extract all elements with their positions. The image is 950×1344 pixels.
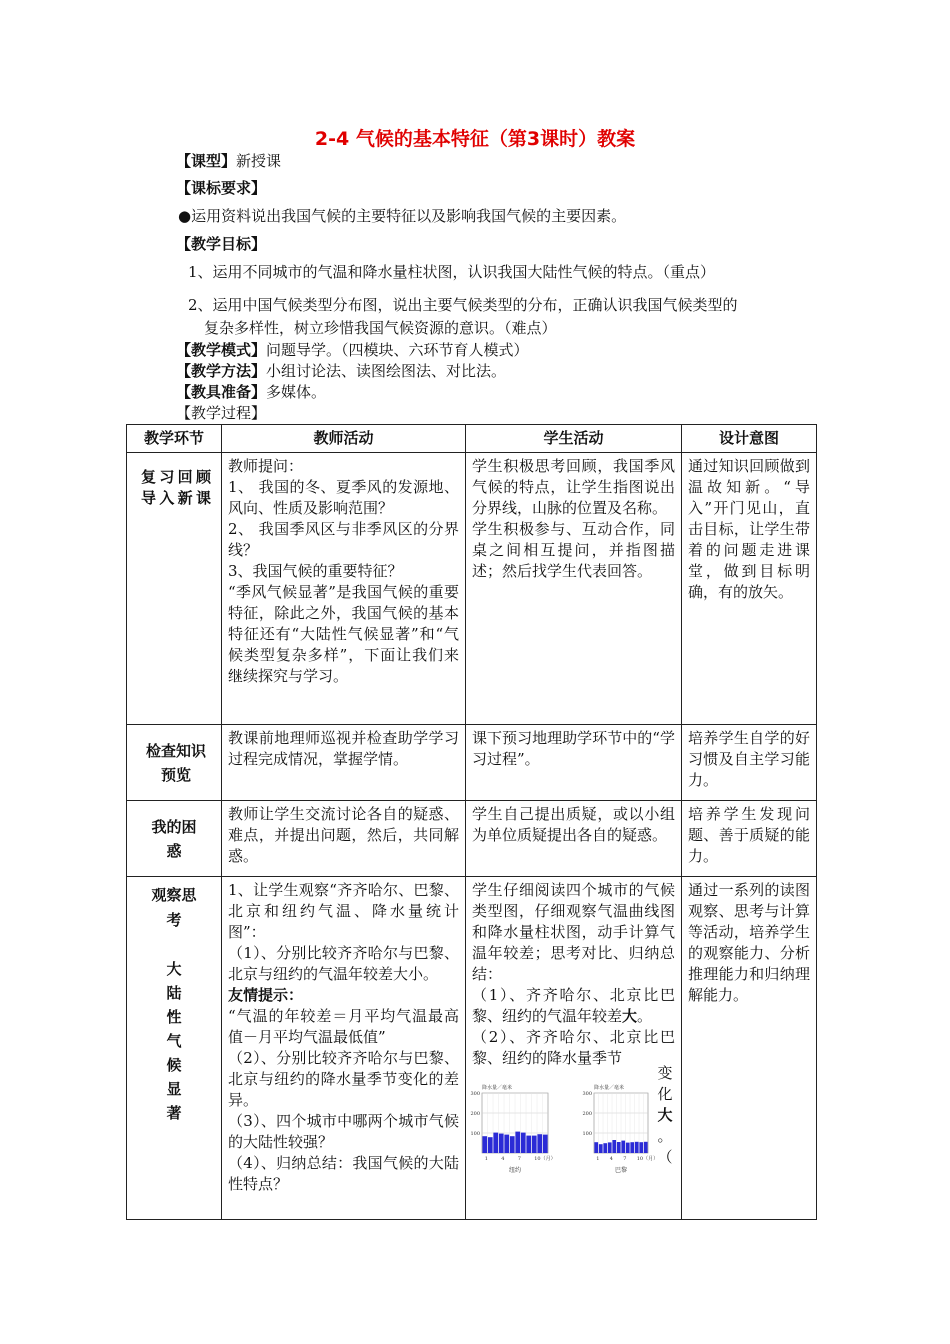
header-stage: 教学环节	[127, 425, 222, 453]
table-row	[127, 453, 817, 725]
chart-bar	[612, 1140, 616, 1153]
stage-observe-title: 观察思考	[151, 886, 197, 929]
teacher-observe-2: （1）、分别比较齐齐哈尔与巴黎、北京与纽约的气温年较差大小。	[228, 944, 459, 983]
tail-char: 。	[657, 1127, 673, 1145]
chart-paris	[580, 1083, 659, 1175]
stage-observe	[127, 877, 222, 1220]
stage-review: 复习回顾导入新课	[127, 453, 222, 725]
teacher-cell-review	[222, 453, 466, 725]
chart-newyork-svg	[468, 1083, 556, 1175]
student-observe-charts	[470, 1064, 675, 1177]
table-row	[127, 725, 817, 801]
chart-xtick-label: 7	[517, 1156, 521, 1162]
chart-ytick-label: 300	[582, 1091, 592, 1097]
chart-bar	[626, 1143, 630, 1153]
stage-confusion: 我的困惑	[127, 801, 222, 877]
mode-value: 问题导学。（四模块、六环节育人模式）	[266, 341, 529, 359]
design-cell-confusion: 培养学生发现问题、善于质疑的能力。	[682, 801, 817, 877]
chart-bar	[537, 1134, 542, 1153]
teacher-observe-tip: “气温的年较差＝月平均气温最高值－月平均气温最低值”	[228, 1007, 459, 1046]
chart-bar	[630, 1142, 634, 1153]
teacher-review-intro: 教师提问：	[228, 457, 304, 475]
teacher-observe-4: （3）、四个城市中哪两个城市气候的大陆性较强？	[228, 1112, 459, 1151]
mode-label: 【教学模式】	[176, 341, 267, 359]
method-label: 【教学方法】	[176, 362, 267, 380]
student-review-1: 学生积极思考回顾，我国季风气候的特点，让学生指图说出分界线，山脉的位置及名称。	[472, 457, 675, 517]
page-title: 2-4 气候的基本特征（第3课时）教案	[314, 128, 636, 150]
stage-char: 显	[166, 1080, 182, 1098]
student-review-2: 学生积极参与、互动合作，同桌之间相互提问，并指图描述；然后找学生代表回答。	[472, 520, 675, 580]
chart-ytick-label: 100	[582, 1131, 592, 1137]
student-cell-observe	[466, 877, 682, 1220]
chart-ylabel: 降水量／毫米	[594, 1085, 625, 1091]
chart-xtick-label: 10（月）	[636, 1156, 659, 1162]
chart-bar	[493, 1133, 498, 1153]
chart-paris-svg	[580, 1083, 659, 1175]
tools-label: 【教具准备】	[176, 383, 267, 401]
method-line	[176, 361, 506, 382]
chart-bar	[526, 1136, 531, 1153]
chart-bar	[617, 1142, 621, 1153]
chart-title: 巴黎	[614, 1167, 628, 1174]
design-cell-preview: 培养学生自学的好习惯及自主学习能力。	[682, 725, 817, 801]
teacher-observe-1: 1、让学生观察“齐齐哈尔、巴黎、北京和纽约气温、降水量统计图”：	[228, 881, 459, 941]
stage-char: 大	[166, 960, 182, 978]
student-observe-2-end: 。	[637, 1007, 653, 1025]
lesson-type-label: 【课型】	[176, 152, 237, 170]
chart-ytick-label: 200	[582, 1111, 592, 1117]
student-cell-review	[466, 453, 682, 725]
tail-char: 变	[657, 1064, 673, 1082]
student-cell-preview: 课下预习地理助学环节中的“学习过程”。	[466, 725, 682, 801]
chart-bar	[599, 1144, 603, 1153]
chart-bar	[521, 1133, 526, 1153]
chart-bar	[515, 1132, 520, 1153]
chart-bar	[510, 1136, 515, 1153]
chart-bar	[644, 1142, 648, 1153]
design-cell-review: 通过知识回顾做到温故知新。“导入”开门见山，直击目标，让学生带着的问题走进课堂，做到目标明确，有的放矢。	[682, 453, 817, 725]
standard-label: 【课标要求】	[176, 179, 267, 197]
stage-preview: 检查知识预览	[127, 725, 222, 801]
chart-ylabel: 降水量／毫米	[482, 1085, 513, 1091]
teacher-cell-confusion: 教师让学生交流讨论各自的疑惑、难点，并提出问题，然后，共同解惑。	[222, 801, 466, 877]
student-observe-3: （2）、齐齐哈尔、北京比巴黎、纽约的降水量季节	[472, 1028, 675, 1067]
chart-bar	[635, 1142, 639, 1153]
goal-2b: 复杂多样性，树立珍惜我国气候资源的意识。（难点）	[204, 319, 557, 337]
stage-char: 候	[166, 1056, 182, 1074]
chart-newyork	[468, 1083, 556, 1175]
header-student: 学生活动	[466, 425, 682, 453]
chart-bar	[639, 1142, 643, 1153]
stage-char: 陆	[166, 984, 182, 1002]
teacher-observe-3: （2）、分别比较齐齐哈尔与巴黎、北京与纽约的降水量季节变化的差异。	[228, 1049, 459, 1109]
teacher-cell-preview: 教课前地理师巡视并检查助学学习过程完成情况，掌握学情。	[222, 725, 466, 801]
goal-1: 1、运用不同城市的气温和降水量柱状图，认识我国大陆性气候的特点。（重点）	[188, 263, 716, 281]
chart-title: 纽约	[508, 1167, 522, 1174]
process-label: 【教学过程】	[176, 404, 267, 422]
student-cell-confusion: 学生自己提出质疑，或以小组为单位质疑提出各自的疑惑。	[466, 801, 682, 877]
teacher-review-q3: 3、我国气候的重要特征？	[228, 562, 403, 580]
student-observe-2-text: （1）、齐齐哈尔、北京比巴黎、纽约的气温年较差	[472, 986, 675, 1025]
stage-char: 著	[166, 1104, 182, 1122]
chart-xtick-label: 1	[484, 1156, 488, 1162]
chart-bar	[499, 1134, 504, 1153]
tools-line	[176, 382, 326, 403]
goal-2a: 2、运用中国气候类型分布图，说出主要气候类型的分布，正确认识我国气候类型的	[188, 296, 738, 314]
chart-xtick-label: 1	[596, 1156, 600, 1162]
tail-char: （	[657, 1148, 673, 1166]
goals-label: 【教学目标】	[176, 235, 267, 253]
student-observe-2-bold: 大	[622, 1007, 638, 1025]
chart-xtick-label: 10（月）	[534, 1156, 556, 1162]
tools-value: 多媒体。	[266, 383, 327, 401]
chart-xtick-label: 4	[501, 1156, 505, 1162]
student-observe-2	[472, 985, 675, 1027]
table-row	[127, 877, 817, 1220]
chart-bar	[594, 1142, 598, 1153]
design-cell-observe: 通过一系列的读图观察、思考与计算等活动，培养学生的观察能力、分析推理能力和归纳理解能力。	[682, 877, 817, 1220]
chart-bar	[621, 1141, 625, 1153]
chart-ytick-label: 300	[470, 1091, 480, 1097]
teacher-observe-5: （4）、归纳总结：我国气候的大陆性特点？	[228, 1154, 459, 1193]
mode-line	[176, 340, 529, 361]
chart-ytick-label: 100	[470, 1131, 480, 1137]
chart-ytick-label: 200	[470, 1111, 480, 1117]
table-header-row	[127, 425, 817, 453]
chart-bar	[504, 1135, 509, 1153]
table-row	[127, 801, 817, 877]
teacher-review-q1: 1、 我国的冬、夏季风的发源地、风向、性质及影响范围？	[228, 478, 459, 517]
lesson-type-value: 新授课	[236, 152, 282, 170]
lesson-type-line	[176, 151, 281, 172]
tail-char: 化	[657, 1085, 673, 1103]
header-teacher: 教师活动	[222, 425, 466, 453]
chart-bar	[543, 1135, 548, 1153]
stage-char: 性	[166, 1008, 182, 1026]
chart-bar	[603, 1143, 607, 1153]
chart-xtick-label: 7	[623, 1156, 627, 1162]
chart-bar	[608, 1142, 612, 1153]
student-observe-3-tail	[657, 1063, 673, 1168]
tail-char: 大	[657, 1106, 673, 1124]
stage-char: 气	[166, 1032, 182, 1050]
teacher-review-note: “季风气候显著”是我国气候的重要特征，除此之外，我国气候的基本特征还有“大陆性气候显著”和“气候类型复杂多样”，下面让我们来继续探究与学习。	[228, 583, 459, 685]
header-design: 设计意图	[682, 425, 817, 453]
teacher-review-q2: 2、 我国季风区与非季风区的分界线？	[228, 520, 459, 559]
standard-text: ●运用资料说出我国气候的主要特征以及影响我国气候的主要因素。	[178, 207, 627, 225]
lesson-process-table	[126, 424, 817, 1220]
chart-bar	[488, 1137, 493, 1153]
teacher-cell-observe	[222, 877, 466, 1220]
chart-bar	[532, 1136, 537, 1153]
chart-xtick-label: 4	[609, 1156, 613, 1162]
teacher-observe-tip-label: 友情提示：	[228, 986, 304, 1004]
method-value: 小组讨论法、读图绘图法、对比法。	[266, 362, 507, 380]
student-observe-1: 学生仔细阅读四个城市的气候类型图，仔细观察气温曲线图和降水量柱状图，动手计算气温年较差；思考对比、归纳总结：	[472, 881, 675, 983]
chart-bar	[482, 1136, 487, 1153]
